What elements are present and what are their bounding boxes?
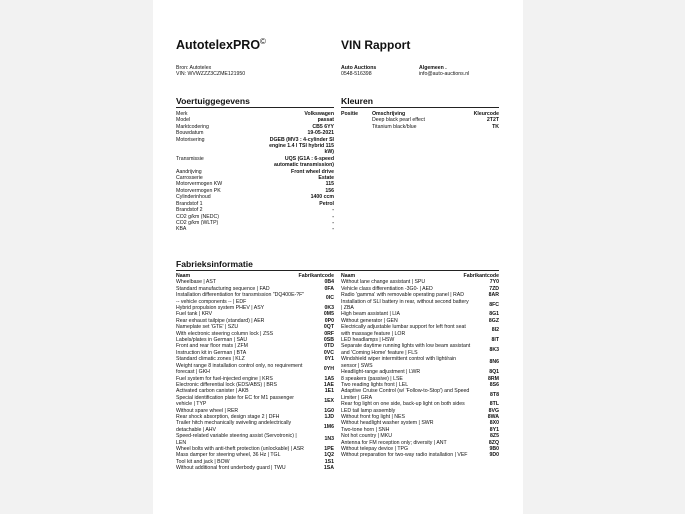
factory-code: 0M5 bbox=[323, 311, 334, 318]
factory-code: 1A5 bbox=[324, 375, 334, 382]
factory-name: Separate daytime running lights with low beam assistant and 'Coming Home' feature | FLS bbox=[341, 343, 471, 356]
factory-code: 9D0 bbox=[489, 452, 499, 459]
factory-rule bbox=[176, 270, 499, 271]
vehicle-label: Motorvermogen PK bbox=[176, 187, 221, 194]
factory-name: Two reading lights front | LEL bbox=[341, 381, 409, 388]
factory-code: 0IC bbox=[325, 295, 334, 302]
factory-name: Adaptive Cruise Control (w/ 'Follow-to-Stop') and Speed Limiter | GRA bbox=[341, 388, 470, 401]
contact-email: info@auto-auctions.nl bbox=[419, 71, 470, 78]
factory-name: Electronic differential lock (EDS/ABS) | BRS bbox=[176, 381, 278, 388]
vehicle-label: Marktcodering bbox=[176, 123, 209, 130]
factory-code: 1M6 bbox=[323, 423, 334, 430]
factory-code: 8T8 bbox=[490, 391, 499, 398]
factory-code: 8Q1 bbox=[489, 369, 499, 376]
factory-name: Windshield wiper intermittent control with light/rain sensor | SWS bbox=[341, 356, 457, 369]
color-code: TK bbox=[492, 123, 499, 130]
factory-name: Vehicle class differentiation -3G0- | AED bbox=[341, 285, 433, 292]
brand-mark: © bbox=[260, 37, 266, 46]
factory-left-rows bbox=[176, 279, 334, 471]
color-code: 2T2T bbox=[486, 117, 499, 124]
vehicle-value: passat bbox=[317, 117, 334, 124]
col-name: Naam bbox=[341, 273, 356, 279]
factory-code: 8RM bbox=[488, 375, 499, 382]
factory-name: Rear fog light on one side, back-up light on both sides bbox=[341, 401, 465, 408]
factory-code: 1N3 bbox=[324, 436, 334, 443]
factory-row bbox=[176, 420, 334, 433]
factory-code: 0FA bbox=[324, 285, 334, 292]
colors-rule bbox=[341, 107, 499, 108]
vehicle-label: CO2 g/km (NEDC) bbox=[176, 213, 219, 220]
vehicle-label: CO2 g/km (WLTP) bbox=[176, 219, 219, 226]
factory-name: Without additional front underbody guard | TWU bbox=[176, 465, 286, 472]
vehicle-label: Motorisering bbox=[176, 136, 205, 143]
factory-code: 8S6 bbox=[489, 381, 499, 388]
factory-name: Without telepay device | TPG bbox=[341, 445, 408, 452]
vehicle-value: - bbox=[332, 207, 334, 214]
factory-name: Without spare wheel | RER bbox=[176, 407, 239, 414]
factory-code: 0B4 bbox=[324, 279, 334, 286]
factory-name: Rear shock absorption, design stage 2 | DFH bbox=[176, 413, 280, 420]
factory-code: 0P0 bbox=[324, 317, 334, 324]
factory-code: 0Y1 bbox=[324, 356, 334, 363]
factory-name: Activated carbon canister | AKB bbox=[176, 388, 249, 395]
factory-code: 8AR bbox=[488, 292, 499, 299]
vehicle-table bbox=[176, 111, 334, 233]
vehicle-row bbox=[176, 226, 334, 232]
factory-name: Without headlight washer system | SWR bbox=[341, 420, 434, 427]
color-description: Deep black pearl effect bbox=[372, 117, 425, 124]
factory-code: 8G1 bbox=[489, 311, 499, 318]
source-info bbox=[176, 65, 245, 78]
factory-row bbox=[176, 363, 334, 376]
factory-row bbox=[176, 465, 334, 471]
vehicle-value: - bbox=[332, 219, 334, 226]
factory-name: Without preparation for two-way radio installation | VEF bbox=[341, 452, 468, 459]
factory-name: Special identification plate for EC for M1 passenger vehicle | TYP bbox=[176, 394, 294, 408]
factory-code: 8N6 bbox=[489, 359, 499, 366]
vehicle-label: Merk bbox=[176, 111, 188, 117]
factory-code: 1EX bbox=[324, 397, 334, 404]
vehicle-heading: Voertuiggegevens bbox=[176, 96, 250, 106]
vehicle-label: Bouwdatum bbox=[176, 130, 204, 137]
factory-name: LED headlamps | HSW bbox=[341, 337, 395, 344]
factory-heading: Fabrieksinformatie bbox=[176, 259, 253, 269]
colors-table bbox=[341, 111, 499, 130]
factory-code: 8FC bbox=[489, 301, 499, 308]
factory-name: Wheel bolts with anti-theft protection (unlockable) | ASR bbox=[176, 445, 304, 452]
factory-row bbox=[341, 343, 499, 356]
factory-code: 1AE bbox=[323, 381, 334, 388]
factory-name: Without generator | GEN bbox=[341, 317, 398, 324]
factory-code: 1S1 bbox=[324, 458, 334, 465]
factory-name: Not hot country | MKU bbox=[341, 433, 392, 440]
colors-heading: Kleuren bbox=[341, 96, 373, 106]
vehicle-value: Petrol bbox=[319, 200, 334, 207]
vehicle-value: Volkswagen bbox=[304, 111, 334, 117]
factory-code: 8I2 bbox=[491, 327, 499, 334]
color-position bbox=[341, 124, 372, 130]
factory-row bbox=[341, 356, 499, 369]
factory-name: Installation differentiation for transmission "DQ400E-?F" -- vehicle components -- | EDF bbox=[176, 292, 305, 305]
factory-code: 8ZQ bbox=[488, 439, 499, 446]
factory-name: Nameplate set 'GTE' | SZU bbox=[176, 324, 239, 331]
vin-line: VIN: WVWZZZ3CZME121950 bbox=[176, 71, 246, 78]
vehicle-value: CB5 6YY bbox=[312, 123, 334, 130]
factory-table-left bbox=[176, 273, 334, 472]
vehicle-label: Transmissie bbox=[176, 155, 204, 162]
factory-code: 8Y1 bbox=[489, 426, 499, 433]
brand-title bbox=[176, 37, 266, 52]
factory-name: Mass damper for steering wheel, 36 Hz | TGL bbox=[176, 452, 281, 459]
factory-name: Labels/plates in German | SAU bbox=[176, 337, 248, 344]
factory-row bbox=[176, 292, 334, 305]
factory-code: 0YH bbox=[323, 365, 334, 372]
factory-code: 1JD bbox=[324, 413, 334, 420]
factory-code: 7Y0 bbox=[489, 279, 499, 286]
vehicle-value: 115 bbox=[325, 181, 334, 188]
factory-code: 8TL bbox=[489, 401, 499, 408]
factory-code: 1SA bbox=[323, 465, 334, 472]
factory-name: Weight range 8 installation control only, no requirement forecast | GKH bbox=[176, 362, 303, 376]
color-row bbox=[341, 124, 499, 130]
factory-code: 0QT bbox=[323, 324, 334, 331]
factory-name: Antenna for FM reception only; diversity | ANT bbox=[341, 439, 447, 446]
factory-name: With electronic steering column lock | ZSS bbox=[176, 330, 274, 337]
contact-info bbox=[419, 65, 469, 78]
dealer-phone: 0548-516398 bbox=[341, 71, 372, 78]
factory-name: Rear exhaust tailpipe (standard) | AER bbox=[176, 317, 265, 324]
factory-name: Electrically adjustable lumbar support for left front seat with massage feature | LOR bbox=[341, 324, 466, 337]
factory-name: High beam assistant | LIA bbox=[341, 311, 401, 318]
color-description: Titanium black/blue bbox=[372, 123, 417, 130]
vehicle-value: DGEB (MV3 : 4-cylinder SI engine 1.4 l TSI hybrid 115 kW) bbox=[269, 136, 334, 156]
factory-name: Instruction kit in German | BTA bbox=[176, 349, 247, 356]
factory-name: Standard manufacturing sequence | FAD bbox=[176, 285, 270, 292]
col-code: Fabrikantcode bbox=[298, 273, 334, 279]
factory-code: 8WA bbox=[487, 413, 499, 420]
factory-table-right bbox=[341, 273, 499, 459]
factory-name: Headlight-range adjustment | LWR bbox=[341, 369, 421, 376]
factory-name: Without front fog light | NES bbox=[341, 413, 405, 420]
factory-row bbox=[176, 433, 334, 446]
factory-code: 0K3 bbox=[324, 305, 334, 312]
factory-name: Standard climatic zones | KLZ bbox=[176, 356, 245, 363]
vehicle-value: - bbox=[332, 213, 334, 220]
col-name: Naam bbox=[176, 273, 191, 279]
vehicle-label: Carrosserie bbox=[176, 175, 203, 182]
vehicle-row bbox=[176, 156, 334, 169]
vehicle-label: KBA bbox=[176, 226, 187, 233]
factory-row bbox=[341, 388, 499, 401]
col-position: Positie bbox=[341, 111, 359, 117]
vehicle-label: Aandrijving bbox=[176, 168, 202, 175]
factory-code: 7ZD bbox=[489, 285, 499, 292]
vehicle-value: - bbox=[332, 226, 334, 233]
report-title: VIN Rapport bbox=[341, 38, 411, 52]
vehicle-value: UQS (G1A : 6-speed automatic transmission) bbox=[274, 155, 334, 169]
factory-code: 8VG bbox=[488, 407, 499, 414]
factory-name: Trailer hitch mechanically swiveling andelectrically detachable | AHV bbox=[176, 420, 292, 433]
factory-name: Without lane change assistant | SPU bbox=[341, 279, 426, 286]
contact-label: Algemeen . bbox=[419, 65, 447, 71]
factory-name: Radio 'gamma' with removable operating panel | RAD bbox=[341, 292, 464, 299]
factory-code: 1G0 bbox=[324, 407, 334, 414]
factory-row bbox=[341, 324, 499, 337]
factory-code: 8Z5 bbox=[490, 433, 499, 440]
factory-row bbox=[341, 452, 499, 458]
factory-name: Front and rear floor mats | ZFM bbox=[176, 343, 248, 350]
source-line: Bron: Autotelex bbox=[176, 65, 212, 71]
factory-name: Installation of SLI battery in rear, without second battery | ZBA bbox=[341, 298, 469, 312]
factory-row bbox=[341, 299, 499, 312]
vehicle-label: Cylinderinhoud bbox=[176, 194, 211, 201]
factory-name: Fuel system for fuel-injected engine | KRS bbox=[176, 375, 273, 382]
colors-rows bbox=[341, 117, 499, 130]
vehicle-value: 19-05-2021 bbox=[307, 130, 334, 137]
factory-right-rows bbox=[341, 279, 499, 458]
dealer-name: Auto Auctions bbox=[341, 65, 377, 71]
factory-code: 0RF bbox=[324, 330, 334, 337]
vehicle-label: Model bbox=[176, 117, 191, 124]
factory-code: 8GZ bbox=[488, 317, 499, 324]
factory-name: Hybrid propulsion system PHEV | ASY bbox=[176, 305, 265, 312]
vehicle-label: Brandstof 1 bbox=[176, 200, 203, 207]
brand-name: AutotelexPRO bbox=[176, 38, 261, 53]
vehicle-rule bbox=[176, 107, 334, 108]
factory-row bbox=[176, 395, 334, 408]
factory-code: 8IT bbox=[491, 337, 499, 344]
factory-code: 0SB bbox=[323, 337, 334, 344]
factory-code: 0VC bbox=[323, 349, 334, 356]
factory-code: 1PE bbox=[324, 445, 334, 452]
factory-name: Wheelbase | AST bbox=[176, 279, 216, 286]
vehicle-label: Motorvermogen KW bbox=[176, 181, 223, 188]
factory-name: Tool kit and jack | BOW bbox=[176, 458, 230, 465]
vehicle-value: Front wheel drive bbox=[291, 168, 334, 175]
vehicle-value: Estate bbox=[318, 175, 334, 182]
factory-name: Fuel tank | KRV bbox=[176, 311, 213, 318]
vehicle-label: Brandstof 2 bbox=[176, 207, 203, 214]
col-code: Fabrikantcode bbox=[463, 273, 499, 279]
factory-code: 8K3 bbox=[489, 346, 499, 353]
vehicle-row bbox=[176, 137, 334, 156]
factory-name: Speed-related variable steering assist (Servotronic) | LEN bbox=[176, 433, 297, 446]
report-page bbox=[153, 0, 523, 514]
factory-name: 8 speakers (passive) | LSE bbox=[341, 375, 403, 382]
dealer-info bbox=[341, 65, 376, 78]
col-description: Omschrijving bbox=[372, 111, 406, 117]
factory-code: 0TD bbox=[324, 343, 334, 350]
factory-code: 8X0 bbox=[489, 420, 499, 427]
factory-name: LED tail lamp assembly bbox=[341, 407, 396, 414]
vehicle-value: 156 bbox=[325, 187, 334, 194]
factory-name: Two-tone horn | SNH bbox=[341, 426, 390, 433]
factory-code: 1Q2 bbox=[324, 452, 334, 459]
factory-code: 9B0 bbox=[489, 445, 499, 452]
vehicle-value: 1400 ccm bbox=[310, 194, 334, 201]
factory-code: 1E1 bbox=[324, 388, 334, 395]
col-color-code: Kleurcode bbox=[473, 111, 499, 117]
